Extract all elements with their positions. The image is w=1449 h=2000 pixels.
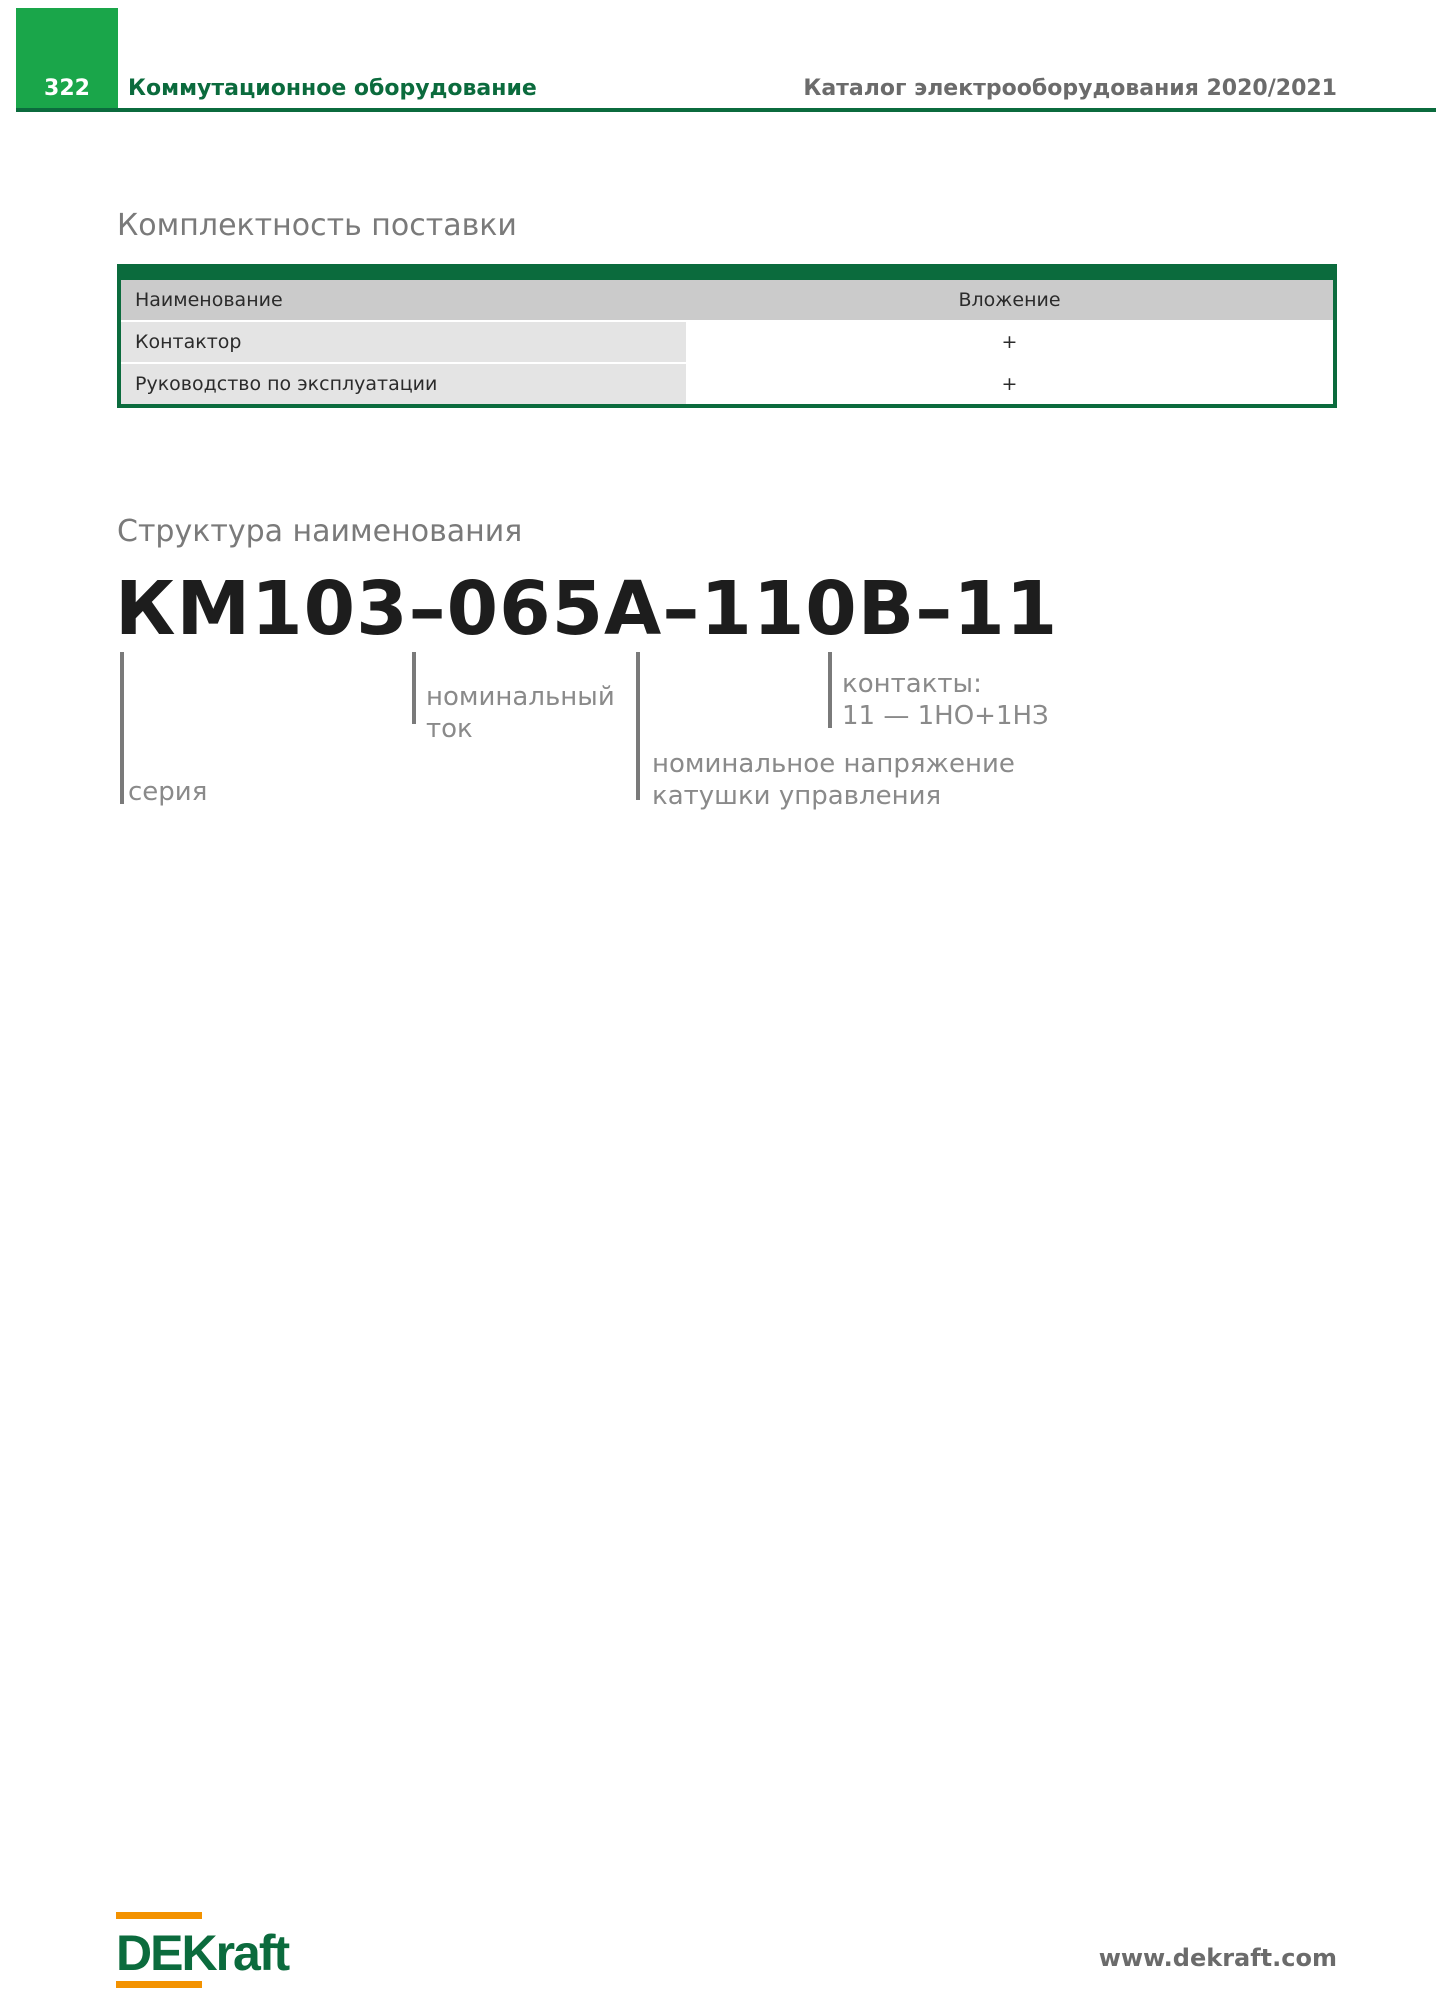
voltage-label-line2: катушки управления [652,781,942,811]
contacts-tick [828,652,832,728]
current-tick [412,652,416,724]
svg-text:DEKraft: DEKraft [116,1925,289,1981]
header-divider [16,108,1436,112]
column-header-value: Вложение [686,280,1333,320]
voltage-tick [636,652,640,800]
voltage-label-line1: номинальное напряжение [652,749,1015,779]
dekraft-logo [116,1912,292,1988]
model-code: КМ103–065А–110В–11 [115,566,1059,652]
row-value: + [686,322,1333,362]
series-tick [120,652,124,804]
page-number: 322 [44,76,90,101]
section-title: Коммутационное оборудование [128,76,537,101]
supply-heading: Комплектность поставки [117,208,517,243]
table-row [121,320,1333,362]
catalog-title: Каталог электрооборудования 2020/2021 [803,76,1337,101]
current-label-line1: номинальный [426,682,615,712]
naming-heading: Структура наименования [117,514,523,549]
row-name: Руководство по эксплуатации [121,364,686,404]
row-name: Контактор [121,322,686,362]
series-label: серия [128,777,208,807]
website-link[interactable]: www.dekraft.com [1098,1944,1337,1972]
current-label-line2: ток [426,714,473,744]
column-header-name: Наименование [121,280,686,320]
contacts-label-line2: 11 — 1НО+1НЗ [842,701,1049,731]
supply-table [117,264,1337,408]
contacts-label-line1: контакты: [842,669,982,699]
table-row [121,362,1333,404]
row-value: + [686,364,1333,404]
table-header-row [121,280,1333,320]
